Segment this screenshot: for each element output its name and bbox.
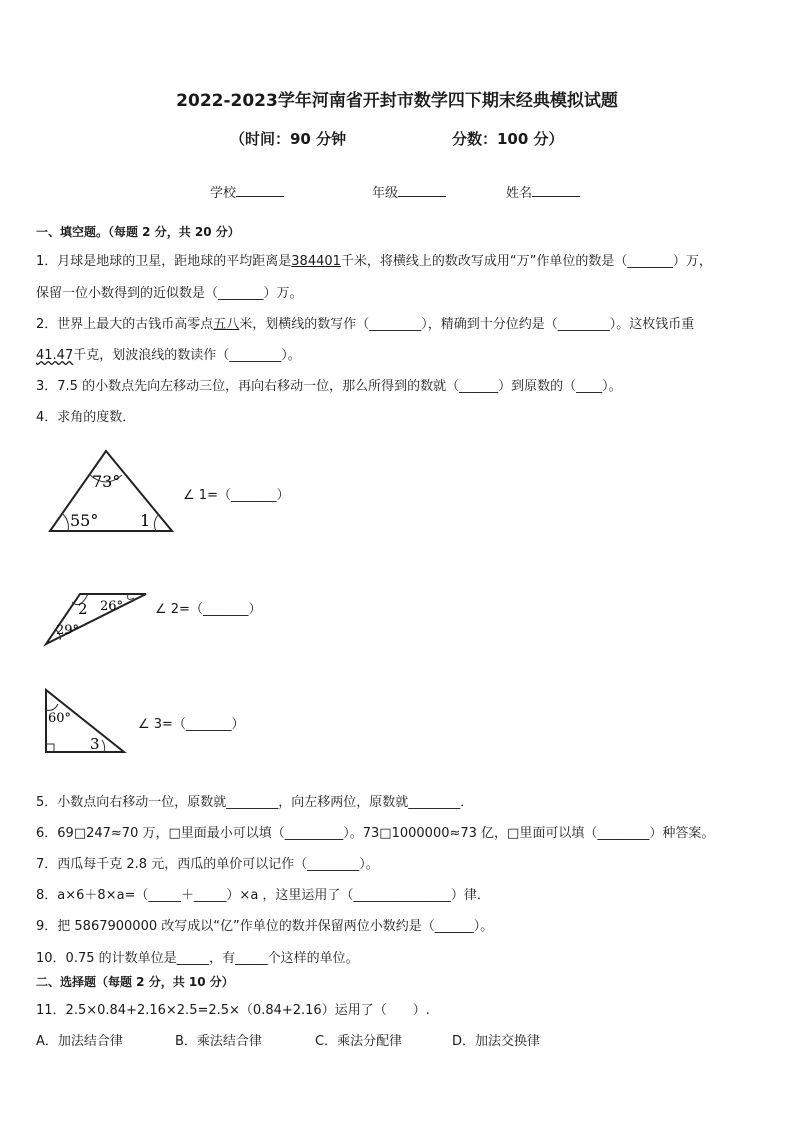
name-label: 姓名 — [506, 186, 533, 201]
grade-blank[interactable] — [398, 184, 446, 197]
section2-heading: 二、选择题（每题 2 分，共 10 分） — [36, 975, 234, 989]
exam-time: （时间：90 分钟 — [230, 130, 347, 148]
question-1-line1 — [36, 250, 712, 269]
name-blank[interactable] — [532, 184, 580, 197]
triangle-2-mid-angle: 2 — [78, 600, 88, 618]
triangle-3-top-angle: 60° — [48, 711, 72, 726]
q11-option-d[interactable]: D．加法交换律 — [452, 1034, 541, 1049]
q11-option-a[interactable]: A．加法结合律 — [36, 1034, 123, 1049]
q11-option-b[interactable]: B．乘法结合律 — [175, 1034, 262, 1049]
grade-field[interactable] — [372, 182, 446, 201]
section1-heading: 一、填空题。（每题 2 分，共 20 分） — [36, 225, 240, 239]
name-field[interactable] — [506, 182, 580, 201]
question-7: 7．西瓜每千克 2.8 元，西瓜的单价可以记作（________）。 — [36, 857, 379, 872]
q2-wavy-number: 41.47 — [36, 348, 74, 363]
question-9: 9．把 5867900000 改写成以“亿”作单位的数并保留两位小数约是（______）。 — [36, 919, 494, 934]
question-2-line1 — [36, 313, 694, 332]
q2-underlined-number: 五八 — [213, 317, 240, 332]
question-2-line2 — [36, 344, 301, 363]
q1-text-b: 千米，将横线上的数改写成用“万”作单位的数是（_______）万， — [340, 254, 712, 269]
school-label: 学校 — [210, 186, 237, 201]
school-field[interactable] — [210, 182, 284, 201]
q1-text-a: 1．月球是地球的卫星，距地球的平均距离是 — [36, 254, 292, 269]
school-blank[interactable] — [236, 184, 284, 197]
triangle-1-left-angle: 55° — [70, 511, 99, 530]
q1-underlined-number: 384401 — [291, 254, 341, 269]
triangle-1-top-angle: 73° — [92, 472, 121, 491]
question-10: 10．0.75 的计数单位是_____，有_____个这样的单位。 — [36, 951, 359, 966]
question-11: 11．2.5×0.84+2.16×2.5=2.5×（0.84+2.16）运用了（ ）. — [36, 1003, 430, 1018]
question-6: 6．69□247≈70 万，□里面最小可以填（_________）。73□1000000≈73 亿，□里面可以填（________）种答案。 — [36, 826, 715, 841]
angle-3-answer: ∠ 3=（_______） — [138, 717, 245, 732]
angle-2-answer: ∠ 2=（_______） — [155, 602, 262, 617]
triangle-2-figure — [42, 588, 152, 648]
q2-text-b: 米，划横线的数写作（________），精确到十分位约是（________）。这枚钱币重 — [239, 317, 695, 332]
grade-label: 年级 — [372, 186, 399, 201]
q11-option-c[interactable]: C．乘法分配律 — [315, 1034, 403, 1049]
exam-score: 分数：100 分） — [452, 130, 564, 148]
q2-text-c: 千克，划波浪线的数读作（________）。 — [73, 348, 301, 363]
question-8: 8．a×6＋8×a=（_____＋_____）×a ，这里运用了（_______________）律． — [36, 888, 490, 903]
triangle-1-figure — [40, 445, 185, 545]
angle-1-answer: ∠ 1=（_______） — [183, 488, 290, 503]
question-1-line2: 保留一位小数得到的近似数是（_______）万。 — [36, 286, 303, 301]
question-3: 3．7.5 的小数点先向左移动三位，再向右移动一位，那么所得到的数就（______）到原数的（____）。 — [36, 379, 622, 394]
triangle-2-left-angle: 29° — [56, 623, 80, 638]
page-title: 2022-2023学年河南省开封市数学四下期末经典模拟试题 — [176, 91, 618, 111]
question-5: 5．小数点向右移动一位，原数就________，向左移两位，原数就________． — [36, 795, 474, 810]
triangle-3-figure — [40, 686, 130, 758]
triangle-2-right-angle: 26° — [100, 599, 124, 614]
question-4: 4．求角的度数． — [36, 410, 136, 425]
triangle-3-bottom-angle: 3 — [90, 735, 100, 753]
q2-text-a: 2．世界上最大的古钱币高零点 — [36, 317, 214, 332]
triangle-1-right-angle: 1 — [140, 511, 151, 530]
